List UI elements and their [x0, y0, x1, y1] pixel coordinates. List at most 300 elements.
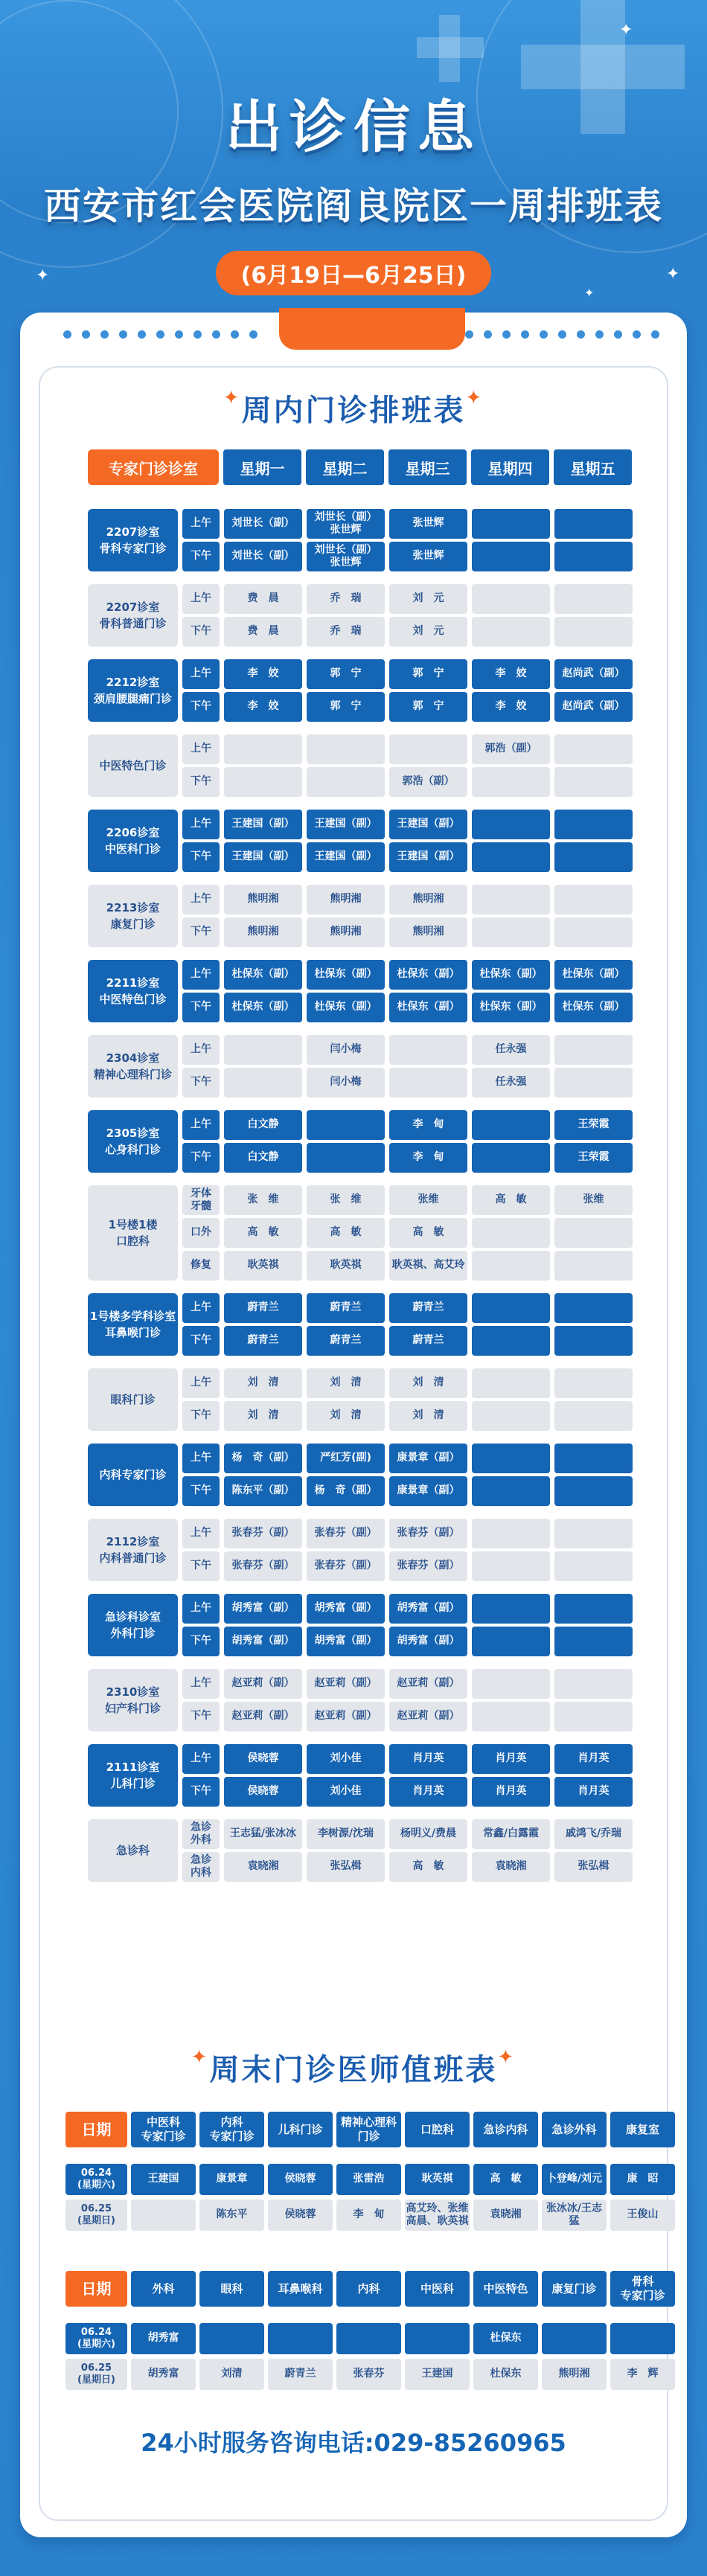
department-block [88, 1035, 650, 1098]
doctor-cell: 高艾玲、张维 高晨、耿英祺 [405, 2199, 470, 2231]
doctor-cell: 王建国（副） [389, 842, 467, 872]
doctor-cell: 肖月英 [554, 1777, 633, 1807]
time-slot-row [182, 1476, 633, 1506]
doctor-cell: 王建国 [405, 2359, 470, 2390]
time-slot-row [182, 1551, 633, 1581]
doctor-cell: 王建国（副） [224, 842, 302, 872]
doctor-cell: 刘 清 [389, 1368, 467, 1398]
department-label: 1号楼1楼 口腔科 [88, 1185, 178, 1281]
doctor-cell: 赵亚莉（副） [389, 1702, 467, 1731]
doctor-cell: 李 姣 [224, 692, 302, 722]
date-header: 日期 [65, 2271, 127, 2307]
doctor-cell [472, 1444, 550, 1473]
doctor-cell: 肖月英 [554, 1744, 633, 1774]
time-slot-row [182, 1326, 633, 1356]
doctor-cell: 赵亚莉（副） [224, 1702, 302, 1731]
doctor-cell [472, 842, 550, 872]
doctor-cell [405, 2323, 470, 2354]
doctor-cell [472, 1401, 550, 1431]
doctor-cell [554, 1293, 633, 1323]
doctor-cell: 耿英祺 [405, 2164, 470, 2195]
doctor-cell: 王建国（副） [307, 842, 385, 872]
date-cell: 06.24 (星期六) [65, 2164, 127, 2195]
weekday-header-row [88, 449, 632, 485]
department-rows [182, 734, 633, 797]
doctor-cell: 刘世长（副） [224, 542, 302, 571]
department-label: 2304诊室 精神心理科门诊 [88, 1035, 178, 1098]
doctor-cell: 熊明湘 [542, 2359, 607, 2390]
doctor-cell: 杜保东（副） [389, 993, 467, 1022]
doctor-cell: 郭 宁 [389, 692, 467, 722]
doctor-cell: 赵亚莉（副） [307, 1702, 385, 1731]
department-label: 1号楼多学科诊室 耳鼻喉门诊 [88, 1293, 178, 1356]
day-header: 星期四 [471, 449, 549, 485]
doctor-cell: 刘 清 [389, 1401, 467, 1431]
time-slot-row [182, 1819, 633, 1849]
day-header: 星期一 [223, 449, 301, 485]
weekday-section-title: ✦周内门诊排班表✦ [223, 387, 484, 428]
doctor-cell: 熊明湘 [224, 917, 302, 947]
department-rows [182, 659, 633, 722]
doctor-cell: 刘 清 [307, 1401, 385, 1431]
doctor-cell [554, 1368, 633, 1398]
time-slot-row [182, 1627, 633, 1656]
doctor-cell [472, 584, 550, 614]
time-slot-label: 下午 [182, 1702, 220, 1731]
doctor-cell [307, 767, 385, 797]
time-slot-label: 上午 [182, 960, 220, 990]
time-slot-label: 上午 [182, 734, 220, 764]
time-slot-label: 下午 [182, 917, 220, 947]
doctor-cell [472, 1251, 550, 1281]
department-label: 急诊科诊室 外科门诊 [88, 1594, 178, 1656]
doctor-cell: 高 敏 [473, 2164, 538, 2195]
doctor-cell: 李 姣 [224, 659, 302, 689]
doctor-cell: 蔚青兰 [224, 1326, 302, 1356]
doctor-cell [472, 917, 550, 947]
time-slot-row [182, 1702, 633, 1731]
doctor-cell: 戚鸿飞/乔瑞 [554, 1819, 633, 1849]
day-header: 星期三 [388, 449, 467, 485]
sparkle-icon: ✦ [465, 387, 484, 409]
clinic-header: 康复室 [610, 2112, 675, 2147]
time-slot-label: 上午 [182, 659, 220, 689]
doctor-cell [472, 1551, 550, 1581]
doctor-cell: 李 甸 [336, 2199, 401, 2231]
time-slot-label: 下午 [182, 617, 220, 647]
weekend-date-row [65, 2359, 679, 2390]
doctor-cell: 赵亚莉（副） [389, 1669, 467, 1699]
doctor-cell [554, 509, 633, 539]
doctor-cell [554, 542, 633, 571]
hero [0, 82, 707, 295]
department-label: 2207诊室 骨科专家门诊 [88, 509, 178, 571]
doctor-cell: 蔚青兰 [307, 1293, 385, 1323]
doctor-cell [542, 2323, 607, 2354]
clinic-header: 急诊外科 [542, 2112, 607, 2147]
time-slot-row [182, 734, 633, 764]
clinic-header: 急诊内科 [473, 2112, 538, 2147]
doctor-cell [472, 1293, 550, 1323]
doctor-cell [307, 1143, 385, 1173]
doctor-cell: 胡秀富（副） [389, 1627, 467, 1656]
clinic-header: 骨科 专家门诊 [610, 2271, 675, 2307]
doctor-cell: 陈东平 [199, 2199, 264, 2231]
time-slot-row [182, 1401, 633, 1431]
doctor-cell [472, 1702, 550, 1731]
time-slot-label: 下午 [182, 993, 220, 1022]
doctor-cell: 张维 [554, 1185, 633, 1215]
doctor-cell: 严红芳(副) [307, 1444, 385, 1473]
doctor-cell: 张冰冰/王志猛 [542, 2199, 607, 2231]
doctor-cell [554, 1519, 633, 1548]
doctor-cell: 胡秀富（副） [307, 1627, 385, 1656]
doctor-cell: 熊明湘 [389, 885, 467, 914]
main-title: 出诊信息 [225, 94, 482, 160]
weekend-date-row [65, 2323, 679, 2354]
doctor-cell: 郭浩（副） [472, 734, 550, 764]
doctor-cell: 刘 清 [224, 1368, 302, 1398]
doctor-cell [554, 734, 633, 764]
doctor-cell [224, 767, 302, 797]
doctor-cell: 王志猛/张冰冰 [224, 1819, 302, 1849]
time-slot-label: 急诊 内科 [182, 1852, 220, 1882]
doctor-cell [554, 842, 633, 872]
time-slot-label: 下午 [182, 842, 220, 872]
time-slot-label: 下午 [182, 692, 220, 722]
day-header: 星期二 [306, 449, 384, 485]
star-icon: ✦ [619, 21, 633, 39]
doctor-cell: 张春芬（副） [307, 1551, 385, 1581]
doctor-cell: 肖月英 [389, 1744, 467, 1774]
doctor-cell: 耿英祺、高艾玲 [389, 1251, 467, 1281]
doctor-cell [472, 1627, 550, 1656]
time-slot-label: 上午 [182, 1444, 220, 1473]
time-slot-label: 上午 [182, 1293, 220, 1323]
doctor-cell: 王建国（副） [389, 810, 467, 839]
doctor-cell: 杜保东（副） [554, 993, 633, 1022]
doctor-cell: 王荣霞 [554, 1143, 633, 1173]
spacer [65, 2311, 679, 2323]
doctor-cell: 费 晨 [224, 584, 302, 614]
spacer [65, 2152, 679, 2164]
time-slot-row [182, 1251, 633, 1281]
doctor-cell: 肖月英 [389, 1777, 467, 1807]
department-rows [182, 1744, 633, 1807]
time-slot-row [182, 1669, 633, 1699]
time-slot-row [182, 1744, 633, 1774]
doctor-cell [472, 617, 550, 647]
department-rows [182, 1819, 633, 1882]
doctor-cell [554, 1444, 633, 1473]
doctor-cell: 刘 清 [224, 1401, 302, 1431]
doctor-cell [554, 1035, 633, 1065]
doctor-cell [554, 1068, 633, 1098]
time-slot-label: 下午 [182, 767, 220, 797]
time-slot-row [182, 1777, 633, 1807]
doctor-cell: 张春芬（副） [307, 1519, 385, 1548]
doctor-cell: 李 辉 [610, 2359, 675, 2390]
doctor-cell: 侯晓蓉 [224, 1744, 302, 1774]
doctor-cell [554, 1218, 633, 1248]
doctor-cell: 蔚青兰 [389, 1326, 467, 1356]
doctor-cell [472, 1326, 550, 1356]
doctor-cell: 陈东平（副） [224, 1476, 302, 1506]
doctor-cell: 高 敏 [389, 1218, 467, 1248]
department-label: 2112诊室 内科普通门诊 [88, 1519, 178, 1581]
doctor-cell: 杜保东（副） [224, 993, 302, 1022]
doctor-cell: 熊明湘 [307, 885, 385, 914]
time-slot-row [182, 1594, 633, 1624]
doctor-cell: 赵亚莉（副） [307, 1669, 385, 1699]
department-rows [182, 1444, 633, 1506]
department-rows [182, 1293, 633, 1356]
doctor-cell: 杜保东 [473, 2359, 538, 2390]
time-slot-row [182, 810, 633, 839]
department-rows [182, 885, 633, 947]
doctor-cell [472, 885, 550, 914]
date-range-badge: (6月19日—6月25日) [216, 251, 492, 295]
doctor-cell: 杨 奇（副） [307, 1476, 385, 1506]
doctor-cell [336, 2323, 401, 2354]
doctor-cell: 李 姣 [472, 692, 550, 722]
doctor-cell: 郭 宁 [307, 692, 385, 722]
time-slot-row [182, 1185, 633, 1215]
day-header: 星期五 [554, 449, 632, 485]
sparkle-icon: ✦ [191, 2046, 210, 2069]
doctor-cell: 王俊山 [610, 2199, 675, 2231]
doctor-cell: 侯晓蓉 [268, 2164, 333, 2195]
doctor-cell: 胡秀富 [131, 2323, 196, 2354]
time-slot-label: 下午 [182, 1627, 220, 1656]
department-label: 2310诊室 妇产科门诊 [88, 1669, 178, 1731]
department-block [88, 960, 650, 1022]
doctor-cell [307, 1110, 385, 1140]
doctor-cell [268, 2323, 333, 2354]
department-label: 急诊科 [88, 1819, 178, 1882]
time-slot-row [182, 509, 633, 539]
clinic-header: 康复门诊 [542, 2271, 607, 2307]
date-cell: 06.24 (星期六) [65, 2323, 127, 2354]
doctor-cell: 胡秀富（副） [307, 1594, 385, 1624]
department-label: 2212诊室 颈肩腰腿痛门诊 [88, 659, 178, 722]
time-slot-row [182, 1143, 633, 1173]
time-slot-label: 上午 [182, 1669, 220, 1699]
doctor-cell: 肖月英 [472, 1777, 550, 1807]
doctor-cell [224, 734, 302, 764]
doctor-cell: 杜保东（副） [472, 960, 550, 990]
time-slot-label: 上午 [182, 584, 220, 614]
department-rows [182, 1368, 633, 1431]
time-slot-label: 上午 [182, 1035, 220, 1065]
doctor-cell: 闫小梅 [307, 1035, 385, 1065]
doctor-cell: 杨 奇（副） [224, 1444, 302, 1473]
time-slot-row [182, 1519, 633, 1548]
doctor-cell: 刘 元 [389, 617, 467, 647]
department-block [88, 1594, 650, 1656]
doctor-cell: 肖月英 [472, 1744, 550, 1774]
doctor-cell: 闫小梅 [307, 1068, 385, 1098]
clinic-header: 内科 专家门诊 [199, 2112, 264, 2147]
department-block [88, 1519, 650, 1581]
doctor-cell: 耿英祺 [224, 1251, 302, 1281]
department-rows [182, 1110, 633, 1173]
doctor-cell [472, 1368, 550, 1398]
weekend-header-row [65, 2112, 679, 2147]
clinic-header: 外科 [131, 2271, 196, 2307]
doctor-cell: 袁晓湘 [224, 1852, 302, 1882]
doctor-cell [472, 1110, 550, 1140]
time-slot-row [182, 842, 633, 872]
doctor-cell: 刘世长（副） 张世辉 [307, 509, 385, 539]
doctor-cell: 任永强 [472, 1068, 550, 1098]
doctor-cell: 刘世长（副） [224, 509, 302, 539]
department-rows [182, 1035, 633, 1098]
doctor-cell: 杨明义/费晨 [389, 1819, 467, 1849]
doctor-cell: 康 昭 [610, 2164, 675, 2195]
doctor-cell [389, 1068, 467, 1098]
doctor-cell: 高 敏 [224, 1218, 302, 1248]
doctor-cell [554, 1702, 633, 1731]
doctor-cell: 李树源/沈瑞 [307, 1819, 385, 1849]
time-slot-label: 上午 [182, 810, 220, 839]
doctor-cell: 乔 瑞 [307, 584, 385, 614]
doctor-cell: 常鑫/白露霞 [472, 1819, 550, 1849]
corner-header: 专家门诊诊室 [88, 449, 219, 485]
date-cell: 06.25 (星期日) [65, 2359, 127, 2390]
doctor-cell: 张维 [389, 1185, 467, 1215]
clinic-header: 内科 [336, 2271, 401, 2307]
doctor-cell: 赵尚武（副） [554, 692, 633, 722]
time-slot-label: 上午 [182, 509, 220, 539]
doctor-cell [610, 2323, 675, 2354]
department-block [88, 1293, 650, 1356]
time-slot-row [182, 993, 633, 1022]
department-label: 2206诊室 中医科门诊 [88, 810, 178, 872]
doctor-cell [472, 767, 550, 797]
department-block [88, 1368, 650, 1431]
time-slot-row [182, 1444, 633, 1473]
time-slot-row [182, 1110, 633, 1140]
department-rows [182, 1669, 633, 1731]
doctor-cell [554, 1326, 633, 1356]
doctor-cell: 张春芬（副） [389, 1551, 467, 1581]
department-block [88, 885, 650, 947]
doctor-cell [472, 1218, 550, 1248]
time-slot-row [182, 1293, 633, 1323]
sparkle-icon: ✦ [497, 2046, 516, 2069]
doctor-cell: 费 晨 [224, 617, 302, 647]
doctor-cell: 郭浩（副） [389, 767, 467, 797]
doctor-cell [554, 1627, 633, 1656]
doctor-cell [224, 1035, 302, 1065]
doctor-cell: 熊明湘 [389, 917, 467, 947]
doctor-cell: 刘世长（副） 张世辉 [307, 542, 385, 571]
weekend-date-row [65, 2164, 679, 2195]
department-rows [182, 1519, 633, 1581]
doctor-cell: 刘小佳 [307, 1744, 385, 1774]
doctor-cell: 郭 宁 [307, 659, 385, 689]
doctor-cell: 王荣霞 [554, 1110, 633, 1140]
doctor-cell: 赵亚莉（副） [224, 1669, 302, 1699]
time-slot-label: 下午 [182, 1401, 220, 1431]
doctor-cell: 蔚青兰 [307, 1326, 385, 1356]
clinic-header: 儿科门诊 [268, 2112, 333, 2147]
department-rows [182, 1594, 633, 1656]
doctor-cell: 杜保东 [473, 2323, 538, 2354]
doctor-cell: 康景章 [199, 2164, 264, 2195]
department-label: 2211诊室 中医特色门诊 [88, 960, 178, 1022]
department-block [88, 509, 650, 571]
department-block [88, 584, 650, 647]
clinic-header: 耳鼻喉科 [268, 2271, 333, 2307]
doctor-cell: 刘清 [199, 2359, 264, 2390]
time-slot-label: 牙体 牙髓 [182, 1185, 220, 1215]
doctor-cell [472, 1669, 550, 1699]
time-slot-label: 上午 [182, 1110, 220, 1140]
doctor-cell: 张 维 [307, 1185, 385, 1215]
doctor-cell: 白文静 [224, 1110, 302, 1140]
doctor-cell [307, 734, 385, 764]
time-slot-label: 上午 [182, 1368, 220, 1398]
department-block [88, 1819, 650, 1882]
doctor-cell: 张春芬（副） [389, 1519, 467, 1548]
doctor-cell: 杜保东（副） [307, 993, 385, 1022]
time-slot-label: 下午 [182, 542, 220, 571]
doctor-cell: 侯晓蓉 [224, 1777, 302, 1807]
time-slot-label: 上午 [182, 1594, 220, 1624]
doctor-cell: 高 敏 [307, 1218, 385, 1248]
doctor-cell: 熊明湘 [224, 885, 302, 914]
doctor-cell [554, 584, 633, 614]
department-block [88, 810, 650, 872]
doctor-cell: 王建国（副） [224, 810, 302, 839]
doctor-cell: 杜保东（副） [307, 960, 385, 990]
doctor-cell: 杜保东（副） [472, 993, 550, 1022]
doctor-cell: 蔚青兰 [268, 2359, 333, 2390]
star-icon: ✦ [584, 286, 595, 300]
time-slot-label: 上午 [182, 1519, 220, 1548]
time-slot-row [182, 584, 633, 614]
doctor-cell: 张世辉 [389, 509, 467, 539]
doctor-cell: 乔 瑞 [307, 617, 385, 647]
time-slot-row [182, 917, 633, 947]
doctor-cell: 王建国 [131, 2164, 196, 2195]
doctor-cell: 张弘楫 [554, 1852, 633, 1882]
doctor-cell [554, 1669, 633, 1699]
doctor-cell: 赵尚武（副） [554, 659, 633, 689]
time-slot-row [182, 1068, 633, 1098]
time-slot-label: 上午 [182, 1744, 220, 1774]
department-rows [182, 584, 633, 647]
doctor-cell [472, 509, 550, 539]
time-slot-label: 下午 [182, 1143, 220, 1173]
doctor-cell: 胡秀富（副） [224, 1594, 302, 1624]
sparkle-icon: ✦ [223, 387, 242, 409]
department-label: 2207诊室 骨科普通门诊 [88, 584, 178, 647]
doctor-cell: 张 维 [224, 1185, 302, 1215]
time-slot-row [182, 1852, 633, 1882]
department-label: 中医特色门诊 [88, 734, 178, 797]
doctor-cell [199, 2323, 264, 2354]
department-block [88, 1110, 650, 1173]
time-slot-label: 下午 [182, 1551, 220, 1581]
doctor-cell: 张雷浩 [336, 2164, 401, 2195]
clinic-header: 中医科 [405, 2271, 470, 2307]
doctor-cell: 卜登峰/刘元 [542, 2164, 607, 2195]
doctor-cell: 任永强 [472, 1035, 550, 1065]
doctor-cell [554, 1401, 633, 1431]
